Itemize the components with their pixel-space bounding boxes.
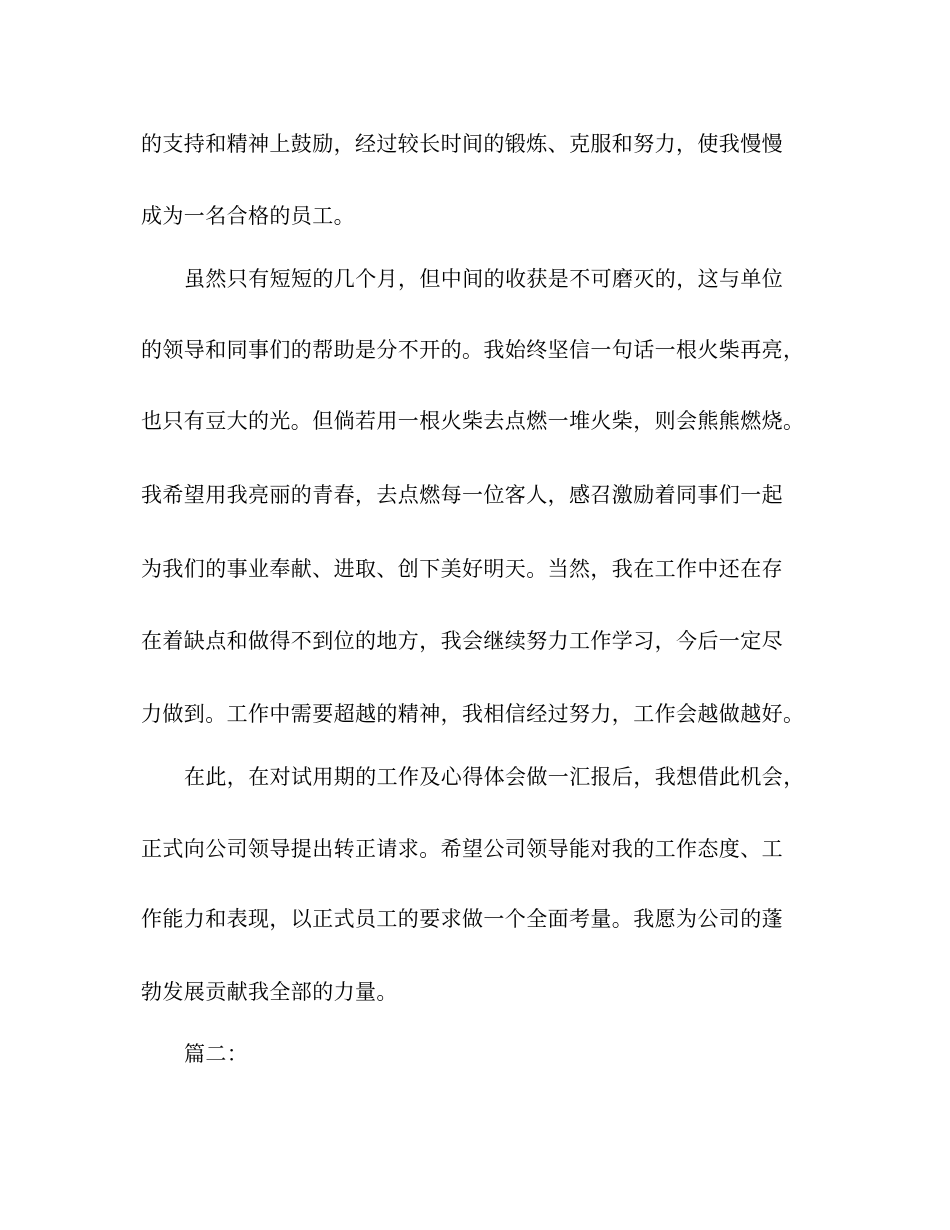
section-heading: 篇二：: [184, 1042, 249, 1066]
text-line-7: 为我们的事业奉献、进取、创下美好明天。当然，我在工作中还在存: [141, 557, 783, 581]
text-line-1: 的支持和精神上鼓励，经过较长时间的锻炼、克服和努力，使我慢慢: [141, 132, 783, 156]
text-line-2: 成为一名合格的员工。: [141, 204, 355, 228]
text-line-5: 也只有豆大的光。但倘若用一根火柴去点燃一堆火柴，则会熊熊燃烧。: [141, 409, 805, 433]
text-line-9: 力做到。工作中需要超越的精神，我相信经过努力，工作会越做越好。: [141, 702, 805, 726]
text-line-10: 在此，在对试用期的工作及心得体会做一汇报后，我想借此机会，: [184, 765, 805, 789]
text-line-12: 作能力和表现，以正式员工的要求做一个全面考量。我愿为公司的蓬: [141, 907, 783, 931]
text-line-13: 勃发展贡献我全部的力量。: [141, 980, 398, 1004]
text-line-4: 的领导和同事们的帮助是分不开的。我始终坚信一句话一根火柴再亮，: [141, 338, 805, 362]
text-line-6: 我希望用我亮丽的青春，去点燃每一位客人，感召激励着同事们一起: [141, 483, 783, 507]
text-line-3: 虽然只有短短的几个月，但中间的收获是不可磨灭的，这与单位: [184, 267, 784, 291]
text-line-8: 在着缺点和做得不到位的地方，我会继续努力工作学习，今后一定尽: [141, 629, 783, 653]
text-line-11: 正式向公司领导提出转正请求。希望公司领导能对我的工作态度、工: [141, 837, 783, 861]
